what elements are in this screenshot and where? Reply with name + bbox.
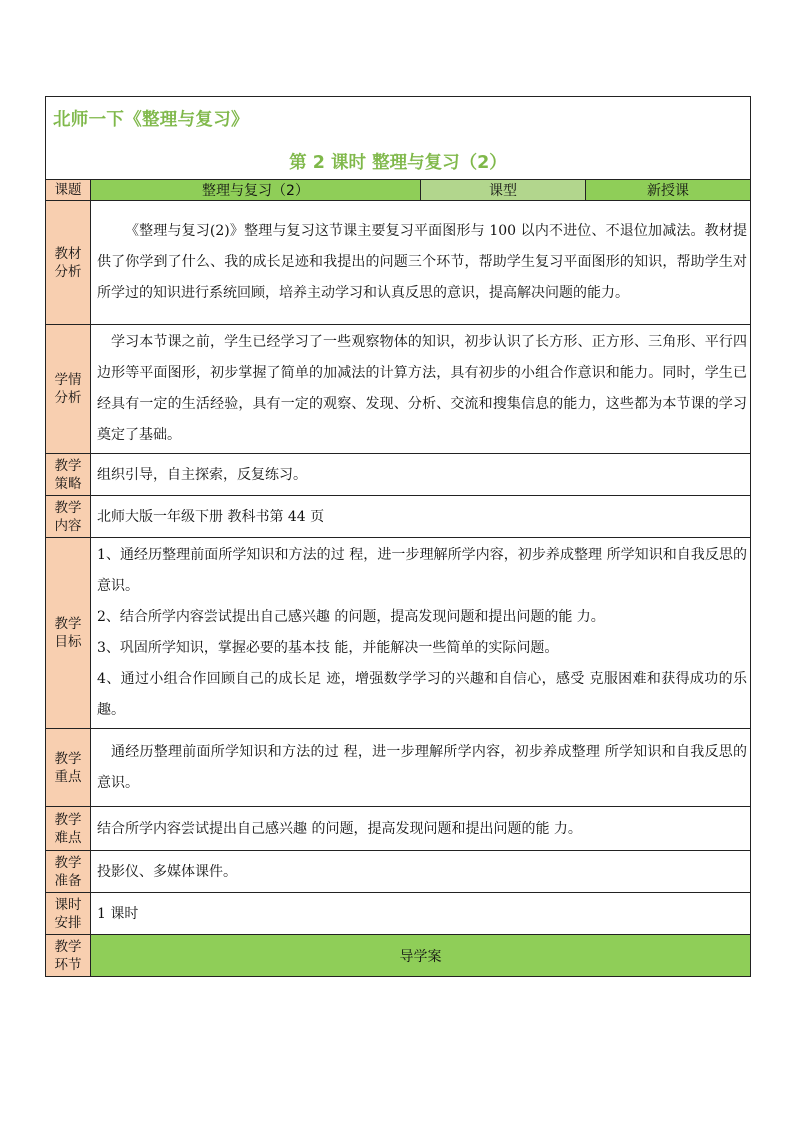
textbook-analysis-row [46, 201, 751, 325]
objective-item: 2、结合所学内容尝试提出自己感兴趣 的问题，提高发现问题和提出问题的能 力。 [97, 609, 605, 625]
lesson-type-label: 课型 [421, 180, 586, 201]
difficulties-text: 结合所学内容尝试提出自己感兴趣 的问题，提高发现问题和提出问题的能 力。 [91, 807, 751, 851]
strategy-text: 组织引导，自主探索，反复练习。 [91, 454, 751, 496]
difficulties-row [46, 807, 751, 851]
preparation-text: 投影仪、多媒体课件。 [91, 851, 751, 893]
key-points-label: 教学 重点 [46, 729, 91, 807]
preparation-row [46, 851, 751, 893]
student-analysis-row [46, 325, 751, 454]
difficulties-label: 教学 难点 [46, 807, 91, 851]
process-row [46, 935, 751, 977]
process-label: 教学 环节 [46, 935, 91, 977]
content-text: 北师大版一年级下册 教科书第 44 页 [91, 496, 751, 538]
topic-label: 课题 [46, 180, 91, 201]
student-analysis-label: 学情 分析 [46, 325, 91, 454]
lesson-title: 第 2 课时 整理与复习（2） [289, 153, 507, 173]
textbook-analysis-text: 《整理与复习(2)》整理与复习这节课主要复习平面图形与 100 以内不进位、不退位加减法。教材提供了你学到了什么、我的成长足迹和我提出的问题三个环节，帮助学生复习平面图形的知识，帮助学生对所学过的知识进行系统回顾，培养主动学习和认真反思的意识，提高解决问题的能力。 [91, 201, 751, 325]
lesson-type-value: 新授课 [586, 180, 751, 201]
content-label: 教学 内容 [46, 496, 91, 538]
topic-value: 整理与复习（2） [91, 180, 421, 201]
key-points-text: 通经历整理前面所学知识和方法的过 程，进一步理解所学内容，初步养成整理 所学知识和自我反思的意识。 [91, 729, 751, 807]
schedule-row [46, 893, 751, 935]
textbook-analysis-label: 教材 分析 [46, 201, 91, 325]
lesson-plan-table [45, 96, 751, 977]
document-header [46, 97, 751, 180]
content-row [46, 496, 751, 538]
process-header: 导学案 [91, 935, 751, 977]
student-analysis-text: 学习本节课之前，学生已经学习了一些观察物体的知识，初步认识了长方形、正方形、三角形、平行四边形等平面图形，初步掌握了简单的加减法的计算方法，具有初步的小组合作意识和能力。同时，学生已经具有一定的生活经验，具有一定的观察、发现、分析、交流和搜集信息的能力，这些都为本节课的学习奠定了基础。 [91, 325, 751, 454]
objective-item: 3、巩固所学知识，掌握必要的基本技 能，并能解决一些简单的实际问题。 [97, 640, 559, 656]
topic-row [46, 180, 751, 201]
objectives-list [91, 538, 751, 729]
series-title: 北师一下《整理与复习》 [53, 110, 249, 130]
preparation-label: 教学 准备 [46, 851, 91, 893]
schedule-text: 1 课时 [91, 893, 751, 935]
strategy-row [46, 454, 751, 496]
objective-item: 1、通经历整理前面所学知识和方法的过 程，进一步理解所学内容，初步养成整理 所学知识和自我反思的意识。 [97, 547, 747, 594]
strategy-label: 教学 策略 [46, 454, 91, 496]
objectives-row [46, 538, 751, 729]
objective-item: 4、通过小组合作回顾自己的成长足 迹，增强数学学习的兴趣和自信心，感受 克服困难和获得成功的乐趣。 [97, 671, 747, 718]
key-points-row [46, 729, 751, 807]
schedule-label: 课时 安排 [46, 893, 91, 935]
objectives-label: 教学 目标 [46, 538, 91, 729]
